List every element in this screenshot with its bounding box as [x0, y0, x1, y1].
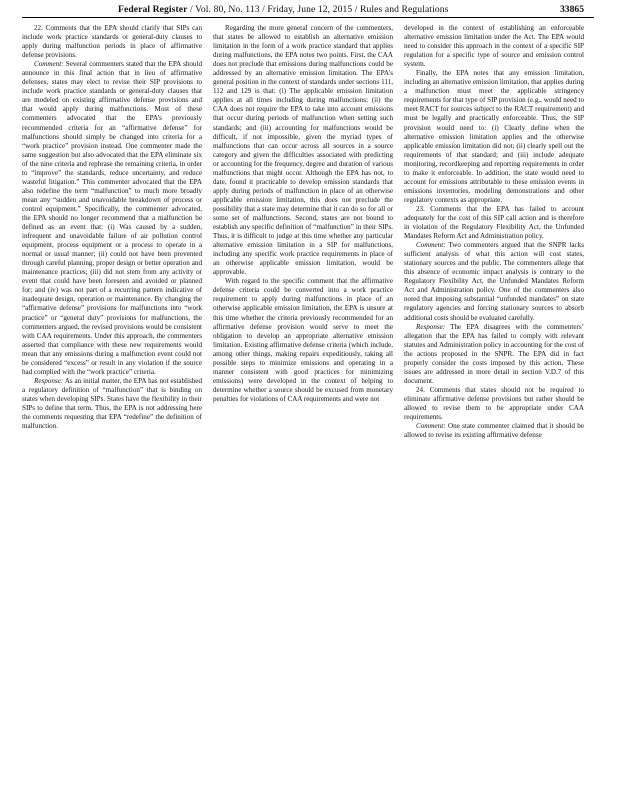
- page-number: 33865: [560, 4, 584, 15]
- paragraph-text: Regarding the more general concern of the commenters, that states be allowed to establish an alternative emission limitation in the form of a work practice standard that applies during malfunctions, the EPA notes two points. First, the CAA does not preclude that emissions during malfunctions could be addressed by an alternative emission limitation. The EPA’s general position in the context of standards under sections 111, 112 and 129 is that: (i) The applicable emission limitation applies at all times including during malfunctions; (ii) the CAA does not require the EPA to take into account emissions that occur during periods of malfunction when setting such standards; and (iii) accounting for malfunctions would be difficult, if not impossible, given the myriad types of malfunctions that can occur across all sources in a source category and given the difficulties associated with predicting or accounting for the frequency, degree and duration of various malfunctions that might occur. Although the EPA has not, to date, found it practicable to develop emission standards that apply during periods of malfunction in place of an otherwise applicable emission limitation, this does not preclude the possibility that a state may determine that it can do so for all or some set of malfunctions. Second, states are not bound to establish any specific definition of “malfunction” in their SIPs. Thus, it is difficult to judge at this time whether any particular alternative emission limitation in a SIP for malfunctions, including any specific work practice requirements in place of an otherwise applicable emission limitation, would be approvable.: [213, 24, 393, 277]
- paragraph-text: 23. Comments that the EPA has failed to account adequately for the cost of this SIP call action and is therefore in violation of the Regulatory Flexibility Act, the Unfunded Mandates Reform Act and Administration policy.: [404, 204, 584, 241]
- paragraph: [404, 386, 584, 422]
- paragraph: [404, 205, 584, 241]
- paragraph: [22, 24, 202, 60]
- header-rule: [22, 17, 594, 18]
- paragraph-text: Two commenters argued that the SNPR lacks sufficient analysis of what this action will cost states, stationary sources and the public. The commenters allege that this absence of economic impact analysis is contrary to the Regulatory Flexibility Act, the Unfunded Mandates Reform Act and Administration policy. One of the commenters also noted that imposing substantial “unfunded mandates” on state regulatory agencies and forcing stationary sources to absorb additional costs should be evaluated carefully.: [404, 241, 584, 322]
- paragraph-text: As an initial matter, the EPA has not established a regulatory definition of “malfunction” that is binding on states when developing SIPs. States have the flexibility in their SIPs to define that term. Thus, the EPA is not addressing here the comments requesting that EPA “redefine” the definition of malfunction.: [22, 376, 202, 431]
- running-head: [118, 4, 448, 15]
- publication-name: Federal Register: [118, 4, 188, 15]
- paragraph-lead: Response:: [34, 376, 64, 385]
- paragraph: [213, 24, 393, 277]
- paragraph: [404, 422, 584, 440]
- paragraph-text: With regard to the specific comment that the affirmative defense criteria could be converted into a work practice requirement to apply during malfunctions in place of an otherwise applicable emission limitation, the EPA is unsure at this time whether the criteria previously recommended for an affirmative defense provision would serve to meet the obligation to develop an appropriate alternative emission limitation. Existing affirmative defense criteria (which include, among other things, making repairs expeditiously, taking all possible steps to minimize emissions and operating in a manner consistent with good practices for minimizing emissions) were developed in the context of helping to determine whether a source should be excused from monetary penalties for violations of CAA requirements and were not: [213, 277, 393, 403]
- paragraph-text: developed in the context of establishing an enforceable alternative emission limitation under the Act. The EPA would need to consider this approach in the context of a specific SIP regulation for a specific type of source and emission control system.: [404, 24, 584, 69]
- paragraph-lead: Response:: [416, 322, 446, 331]
- paragraph: [404, 241, 584, 322]
- paragraph-lead: Comment:: [34, 60, 64, 69]
- text-column-3: [404, 24, 584, 440]
- page-header: [0, 4, 618, 18]
- paragraph-text: Several commenters stated that the EPA should announce in this final action that in lieu of affirmative defenses, states may elect to revise their SIP provisions to include work practice standards or general-duty clauses that are modeled on existing affirmative defense provisions and that would apply during malfunctions. Most of these commenters advocated that the EPA’s previously recommended criteria for an “affirmative defense” for malfunctions should simply be changed into criteria for a “work practice” provision instead. One commenter made the same suggestion but also advocated that the EPA eliminate six of the nine criteria and rephrase the remaining criteria, in order to “improve” the standards, reduce uncertainty, and reduce wasteful litigation.” This commenter advocated that the EPA also redefine the term “malfunction” to much more broadly mean any “sudden and unavoidable breakdown of process or control equipment.” Specifically, the commenter advocated, the EPA should no longer recommend that a malfunction be defined as an event that: (i) Was caused by a sudden, infrequent and unavoidable failure of air pollution control equipment, process equipment or a process to operate in a normal or usual manner; (ii) could not have been prevented through careful planning, proper design or better operation and maintenance practices; (iii) did not stem from any activity or event that could have been foreseen and avoided or planned for; and (iv) was not part of a recurring pattern indicative of inadequate design, operation or maintenance. By changing the “affirmative defense” provisions for malfunctions into “work practice” or “general duty” provisions for malfunctions, the commenters argued, the revised provisions would be consistent with CAA requirements. Under this approach, the commenters asserted that compliance with these new requirements would mean that any emissions during a malfunction event could not be considered “excess” or result in any violation if the source had complied with the “work practice” criteria.: [22, 60, 202, 376]
- paragraph: [22, 60, 202, 377]
- issue-info: / Vol. 80, No. 113 / Friday, June 12, 2015 / Rules and Regulations: [190, 4, 449, 15]
- paragraph: [404, 323, 584, 386]
- text-column-1: [22, 24, 202, 431]
- paragraph-lead: Comment:: [416, 241, 446, 250]
- paragraph-text: The EPA disagrees with the commenters’ allegation that the EPA has failed to comply with relevant statutes and Administration policy in accounting for the cost of the actions proposed in the SNPR. The EPA did in fact properly consider the costs imposed by this action. These issues are addressed in more detail in section V.D.7 of this document.: [404, 322, 584, 385]
- paragraph-text: One state commenter claimed that it should be allowed to revise its existing affirmative defense: [404, 422, 584, 440]
- paragraph-text: 24. Comments that states should not be required to eliminate affirmative defense provisions but rather should be allowed to revise them to be appropriate under CAA requirements.: [404, 385, 584, 422]
- paragraph-lead: Comment:: [416, 422, 446, 431]
- paragraph: [404, 69, 584, 205]
- paragraph-text: Finally, the EPA notes that any emission limitation, including an alternative emission limitation, that applies during a malfunction must meet the applicable stringency requirements for that type of SIP provision (e.g., would need to meet RACT for sources subject to the RACT requirement) and must be legally and practically enforceable. Thus, the SIP provision would need to: (i) Clearly define when the alternative emission limitation applies and the otherwise applicable emission limitation did not; (ii) clearly spell out the requirements of that standard; and (iii) include adequate monitoring, recordkeeping and reporting requirements in order to make it enforceable. In addition, the state would need to account for emissions attributable to these emission events in emissions inventories, modeling demonstrations and other regulatory contexts as appropriate.: [404, 69, 584, 204]
- paragraph: [404, 24, 584, 69]
- paragraph: [22, 377, 202, 431]
- paragraph-text: 22. Comments that the EPA should clarify that SIPs can include work practice standards or general-duty clauses to apply during malfunction periods in place of affirmative defense provisions.: [22, 24, 202, 60]
- paragraph: [213, 277, 393, 404]
- text-column-2: [213, 24, 393, 404]
